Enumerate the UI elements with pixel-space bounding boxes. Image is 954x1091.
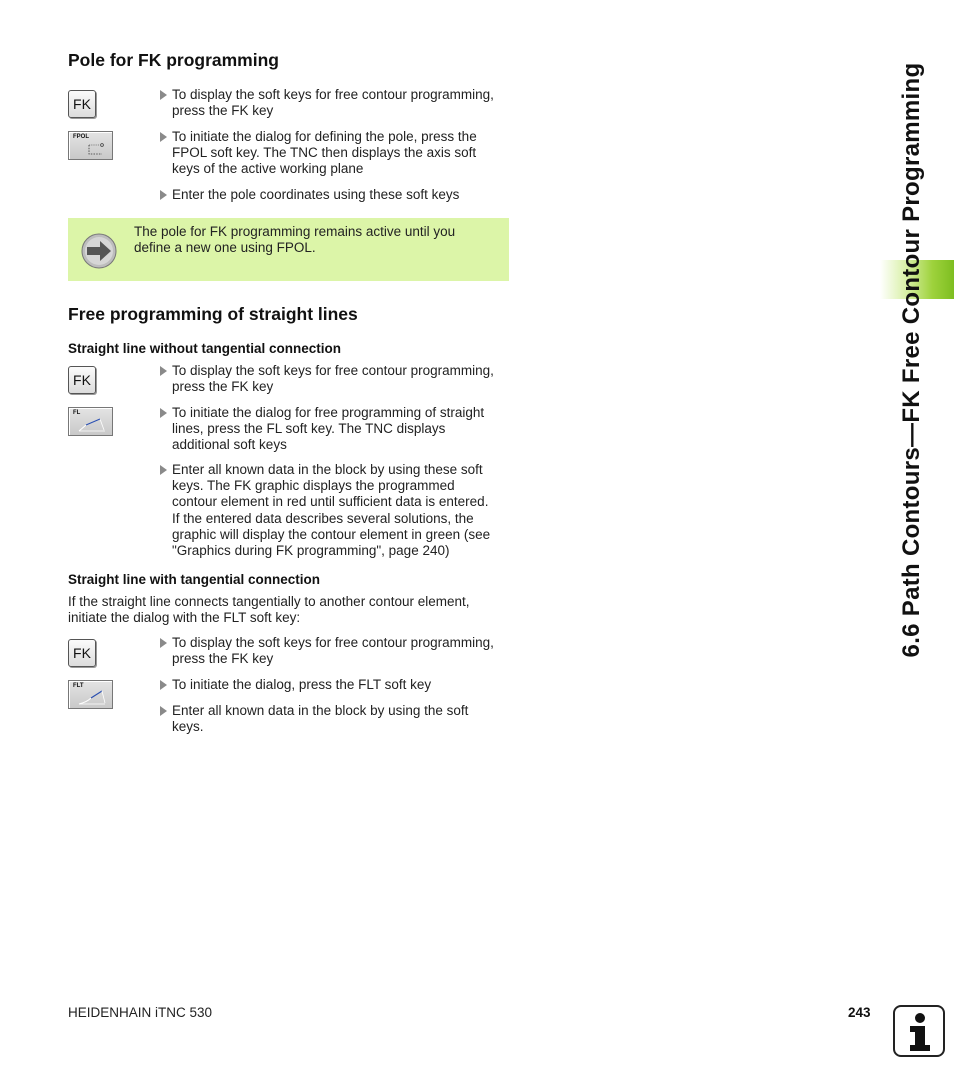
page-number: 243: [848, 1005, 871, 1020]
intro-paragraph: If the straight line connects tangentially to another contour element, initiate the dialog with the FLT soft key:: [68, 594, 470, 626]
right-arrow-icon: [81, 233, 117, 269]
step-item: To display the soft keys for free contour programming, press the FK key: [160, 635, 512, 667]
step-item: To initiate the dialog, press the FLT soft key: [160, 677, 512, 693]
line-symbol-icon: [69, 408, 112, 435]
step-item: Enter all known data in the block by using the soft keys.: [160, 703, 512, 735]
tangent-line-symbol-icon: [69, 681, 112, 708]
fl-softkey-icon: FL: [68, 407, 113, 436]
info-icon: [893, 1005, 945, 1057]
note-box: The pole for FK programming remains active until you define a new one using FPOL.: [68, 218, 509, 281]
bullet-arrow-icon: [160, 408, 167, 418]
bullet-arrow-icon: [160, 90, 167, 100]
step-item: To display the soft keys for free contour programming, press the FK key: [160, 87, 512, 119]
step-item: To display the soft keys for free contour programming, press the FK key: [160, 363, 512, 395]
section-heading-straight-lines: Free programming of straight lines: [68, 304, 358, 324]
pole-symbol-icon: [69, 132, 112, 159]
subheading-tangential: Straight line with tangential connection: [68, 572, 321, 587]
subheading-no-tangential: Straight line without tangential connection: [68, 341, 341, 356]
step-item: To initiate the dialog for free programming of straight lines, press the FL soft key. The TNC displays additional soft keys: [160, 405, 512, 454]
fpol-softkey-icon: FPOL: [68, 131, 113, 160]
bullet-arrow-icon: [160, 190, 167, 200]
bullet-arrow-icon: [160, 680, 167, 690]
fk-key-icon: FK: [68, 639, 96, 667]
bullet-arrow-icon: [160, 465, 167, 475]
bullet-arrow-icon: [160, 132, 167, 142]
footer-product: HEIDENHAIN iTNC 530: [68, 1005, 213, 1020]
bullet-arrow-icon: [160, 638, 167, 648]
bullet-arrow-icon: [160, 706, 167, 716]
step-item: To initiate the dialog for defining the pole, press the FPOL soft key. The TNC then displays the axis soft keys of the active working plane: [160, 129, 512, 178]
fk-key-icon: FK: [68, 90, 96, 118]
bullet-arrow-icon: [160, 366, 167, 376]
step-item: Enter the pole coordinates using these soft keys: [160, 187, 512, 203]
flt-softkey-icon: FLT: [68, 680, 113, 709]
step-item: Enter all known data in the block by using these soft keys. The FK graphic displays the programmed contour element in red until sufficient data is entered. If the entered data describes several solutions, the graphic will display the contour element in green (see "Graphics during FK programming", page 240): [160, 462, 512, 559]
fk-key-icon: FK: [68, 366, 96, 394]
section-heading-pole: Pole for FK programming: [68, 50, 279, 70]
